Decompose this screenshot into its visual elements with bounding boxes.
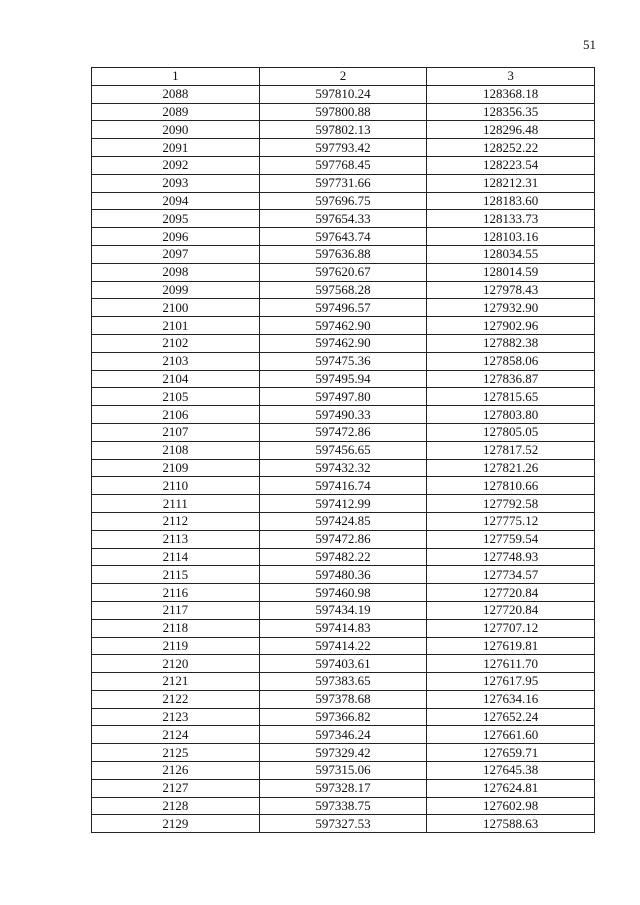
column-header-3: 3 (427, 68, 595, 86)
point-number-cell: 2102 (92, 334, 260, 352)
y-coordinate-cell: 127734.57 (427, 566, 595, 584)
y-coordinate-cell: 127624.81 (427, 779, 595, 797)
point-number-cell: 2105 (92, 388, 260, 406)
table-header-row (92, 68, 595, 86)
y-coordinate-cell: 127836.87 (427, 370, 595, 388)
table-row (92, 245, 595, 263)
x-coordinate-cell: 597412.99 (259, 495, 427, 513)
y-coordinate-cell: 127775.12 (427, 512, 595, 530)
y-coordinate-cell: 127602.98 (427, 797, 595, 815)
point-number-cell: 2120 (92, 655, 260, 673)
y-coordinate-cell: 128296.48 (427, 121, 595, 139)
point-number-cell: 2095 (92, 210, 260, 228)
x-coordinate-cell: 597482.22 (259, 548, 427, 566)
x-coordinate-cell: 597315.06 (259, 762, 427, 780)
x-coordinate-cell: 597414.22 (259, 637, 427, 655)
x-coordinate-cell: 597731.66 (259, 174, 427, 192)
table-row (92, 103, 595, 121)
x-coordinate-cell: 597460.98 (259, 584, 427, 602)
y-coordinate-cell: 127617.95 (427, 673, 595, 691)
x-coordinate-cell: 597416.74 (259, 477, 427, 495)
x-coordinate-cell: 597378.68 (259, 690, 427, 708)
table-row (92, 459, 595, 477)
point-number-cell: 2124 (92, 726, 260, 744)
x-coordinate-cell: 597338.75 (259, 797, 427, 815)
y-coordinate-cell: 128368.18 (427, 85, 595, 103)
point-number-cell: 2122 (92, 690, 260, 708)
y-coordinate-cell: 127661.60 (427, 726, 595, 744)
x-coordinate-cell: 597568.28 (259, 281, 427, 299)
table-row (92, 548, 595, 566)
y-coordinate-cell: 127748.93 (427, 548, 595, 566)
point-number-cell: 2107 (92, 423, 260, 441)
table-row (92, 673, 595, 691)
x-coordinate-cell: 597383.65 (259, 673, 427, 691)
y-coordinate-cell: 127821.26 (427, 459, 595, 477)
point-number-cell: 2096 (92, 228, 260, 246)
table-row (92, 317, 595, 335)
y-coordinate-cell: 127619.81 (427, 637, 595, 655)
table-row (92, 708, 595, 726)
x-coordinate-cell: 597654.33 (259, 210, 427, 228)
table-row (92, 566, 595, 584)
table-row (92, 512, 595, 530)
point-number-cell: 2094 (92, 192, 260, 210)
y-coordinate-cell: 127720.84 (427, 601, 595, 619)
x-coordinate-cell: 597496.57 (259, 299, 427, 317)
point-number-cell: 2091 (92, 139, 260, 157)
y-coordinate-cell: 127611.70 (427, 655, 595, 673)
table-row (92, 530, 595, 548)
point-number-cell: 2112 (92, 512, 260, 530)
table-row (92, 192, 595, 210)
point-number-cell: 2090 (92, 121, 260, 139)
point-number-cell: 2089 (92, 103, 260, 121)
point-number-cell: 2097 (92, 245, 260, 263)
table-row (92, 210, 595, 228)
x-coordinate-cell: 597403.61 (259, 655, 427, 673)
point-number-cell: 2119 (92, 637, 260, 655)
x-coordinate-cell: 597462.90 (259, 334, 427, 352)
x-coordinate-cell: 597490.33 (259, 406, 427, 424)
x-coordinate-cell: 597327.53 (259, 815, 427, 833)
x-coordinate-cell: 597636.88 (259, 245, 427, 263)
x-coordinate-cell: 597329.42 (259, 744, 427, 762)
y-coordinate-cell: 128183.60 (427, 192, 595, 210)
x-coordinate-cell: 597462.90 (259, 317, 427, 335)
x-coordinate-cell: 597424.85 (259, 512, 427, 530)
x-coordinate-cell: 597620.67 (259, 263, 427, 281)
x-coordinate-cell: 597432.32 (259, 459, 427, 477)
x-coordinate-cell: 597475.36 (259, 352, 427, 370)
point-number-cell: 2101 (92, 317, 260, 335)
point-number-cell: 2128 (92, 797, 260, 815)
point-number-cell: 2125 (92, 744, 260, 762)
table-row (92, 299, 595, 317)
point-number-cell: 2088 (92, 85, 260, 103)
point-number-cell: 2106 (92, 406, 260, 424)
x-coordinate-cell: 597346.24 (259, 726, 427, 744)
x-coordinate-cell: 597456.65 (259, 441, 427, 459)
y-coordinate-cell: 128252.22 (427, 139, 595, 157)
table-row (92, 779, 595, 797)
table-row (92, 637, 595, 655)
y-coordinate-cell: 127810.66 (427, 477, 595, 495)
column-header-2: 2 (259, 68, 427, 86)
y-coordinate-cell: 127720.84 (427, 584, 595, 602)
column-header-1: 1 (92, 68, 260, 86)
table-row (92, 263, 595, 281)
y-coordinate-cell: 128014.59 (427, 263, 595, 281)
point-number-cell: 2129 (92, 815, 260, 833)
table-row (92, 228, 595, 246)
point-number-cell: 2099 (92, 281, 260, 299)
table-row (92, 139, 595, 157)
y-coordinate-cell: 128356.35 (427, 103, 595, 121)
y-coordinate-cell: 127759.54 (427, 530, 595, 548)
x-coordinate-cell: 597495.94 (259, 370, 427, 388)
table-row (92, 655, 595, 673)
y-coordinate-cell: 127978.43 (427, 281, 595, 299)
table-row (92, 423, 595, 441)
x-coordinate-cell: 597414.83 (259, 619, 427, 637)
point-number-cell: 2121 (92, 673, 260, 691)
table-row (92, 762, 595, 780)
coordinates-table (91, 67, 595, 833)
point-number-cell: 2104 (92, 370, 260, 388)
table-row (92, 726, 595, 744)
y-coordinate-cell: 127645.38 (427, 762, 595, 780)
table-row (92, 156, 595, 174)
point-number-cell: 2115 (92, 566, 260, 584)
y-coordinate-cell: 127634.16 (427, 690, 595, 708)
x-coordinate-cell: 597472.86 (259, 530, 427, 548)
point-number-cell: 2103 (92, 352, 260, 370)
y-coordinate-cell: 127792.58 (427, 495, 595, 513)
table-row (92, 797, 595, 815)
y-coordinate-cell: 127652.24 (427, 708, 595, 726)
y-coordinate-cell: 127805.05 (427, 423, 595, 441)
y-coordinate-cell: 127815.65 (427, 388, 595, 406)
table-row (92, 441, 595, 459)
x-coordinate-cell: 597696.75 (259, 192, 427, 210)
y-coordinate-cell: 128034.55 (427, 245, 595, 263)
table-row (92, 388, 595, 406)
y-coordinate-cell: 127588.63 (427, 815, 595, 833)
x-coordinate-cell: 597802.13 (259, 121, 427, 139)
x-coordinate-cell: 597434.19 (259, 601, 427, 619)
table-row (92, 584, 595, 602)
table-row (92, 601, 595, 619)
table-body (92, 85, 595, 832)
y-coordinate-cell: 127882.38 (427, 334, 595, 352)
table-row (92, 477, 595, 495)
y-coordinate-cell: 127932.90 (427, 299, 595, 317)
y-coordinate-cell: 128133.73 (427, 210, 595, 228)
point-number-cell: 2110 (92, 477, 260, 495)
y-coordinate-cell: 127817.52 (427, 441, 595, 459)
table-row (92, 281, 595, 299)
table-row (92, 174, 595, 192)
x-coordinate-cell: 597480.36 (259, 566, 427, 584)
y-coordinate-cell: 128223.54 (427, 156, 595, 174)
y-coordinate-cell: 128103.16 (427, 228, 595, 246)
table-row (92, 619, 595, 637)
point-number-cell: 2114 (92, 548, 260, 566)
point-number-cell: 2127 (92, 779, 260, 797)
table-row (92, 85, 595, 103)
point-number-cell: 2113 (92, 530, 260, 548)
page-number: 51 (583, 37, 596, 52)
x-coordinate-cell: 597643.74 (259, 228, 427, 246)
point-number-cell: 2117 (92, 601, 260, 619)
point-number-cell: 2126 (92, 762, 260, 780)
y-coordinate-cell: 127858.06 (427, 352, 595, 370)
point-number-cell: 2123 (92, 708, 260, 726)
y-coordinate-cell: 127902.96 (427, 317, 595, 335)
table-row (92, 744, 595, 762)
x-coordinate-cell: 597810.24 (259, 85, 427, 103)
table-row (92, 334, 595, 352)
point-number-cell: 2093 (92, 174, 260, 192)
x-coordinate-cell: 597472.86 (259, 423, 427, 441)
x-coordinate-cell: 597800.88 (259, 103, 427, 121)
x-coordinate-cell: 597768.45 (259, 156, 427, 174)
table-row (92, 406, 595, 424)
table-row (92, 495, 595, 513)
x-coordinate-cell: 597497.80 (259, 388, 427, 406)
table-row (92, 121, 595, 139)
point-number-cell: 2118 (92, 619, 260, 637)
y-coordinate-cell: 127803.80 (427, 406, 595, 424)
point-number-cell: 2109 (92, 459, 260, 477)
table-row (92, 815, 595, 833)
point-number-cell: 2108 (92, 441, 260, 459)
y-coordinate-cell: 127659.71 (427, 744, 595, 762)
table-row (92, 370, 595, 388)
point-number-cell: 2111 (92, 495, 260, 513)
point-number-cell: 2100 (92, 299, 260, 317)
y-coordinate-cell: 128212.31 (427, 174, 595, 192)
y-coordinate-cell: 127707.12 (427, 619, 595, 637)
point-number-cell: 2092 (92, 156, 260, 174)
x-coordinate-cell: 597328.17 (259, 779, 427, 797)
x-coordinate-cell: 597793.42 (259, 139, 427, 157)
point-number-cell: 2116 (92, 584, 260, 602)
x-coordinate-cell: 597366.82 (259, 708, 427, 726)
table-row (92, 690, 595, 708)
point-number-cell: 2098 (92, 263, 260, 281)
table-row (92, 352, 595, 370)
